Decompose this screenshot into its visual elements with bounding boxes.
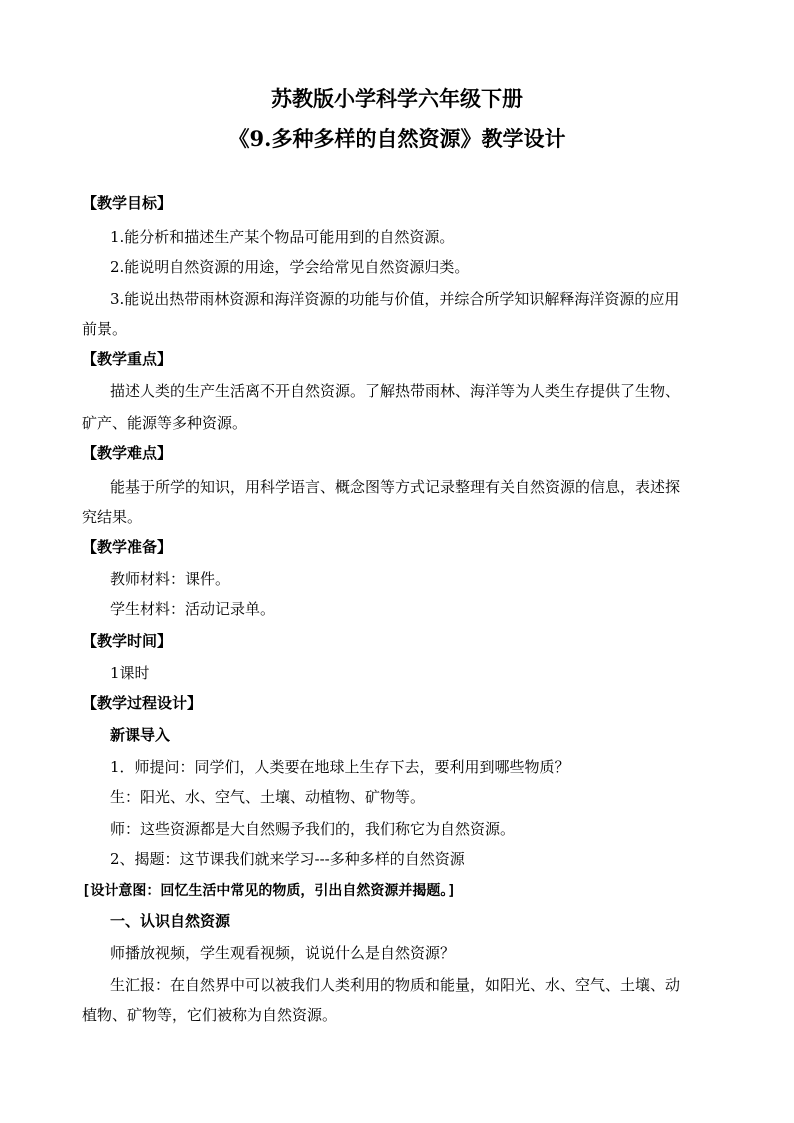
part1-video: 师播放视频，学生观看视频，说说什么是自然资源？ (110, 944, 456, 962)
intro-answer-1: 生：阳光、水、空气、土壤、动植物、矿物等。 (110, 788, 426, 806)
process-heading: 【教学过程设计】 (82, 694, 203, 712)
objectives-heading: 【教学目标】 (82, 194, 173, 212)
design-intent-note: [设计意图：回忆生活中常见的物质，引出自然资源并揭题。] (82, 883, 456, 899)
key-points-line1: 描述人类的生产生活离不开自然资源。了解热带雨林、海洋等为人类生存提供了生物、 (110, 382, 681, 400)
intro-heading: 新课导入 (110, 726, 171, 744)
key-points-heading: 【教学重点】 (82, 350, 173, 368)
objective-item-2: 2.能说明自然资源的用途，学会给常见自然资源归类。 (110, 258, 470, 276)
intro-question-1: 1．师提问：同学们，人类要在地球上生存下去，要利用到哪些物质？ (110, 758, 570, 776)
doc-title-line2: 《9.多种多样的自然资源》教学设计 (228, 126, 566, 151)
difficulties-line2: 究结果。 (82, 508, 143, 526)
preparation-student: 学生材料：活动记录单。 (110, 600, 276, 618)
part1-report-line2: 植物、矿物等，它们被称为自然资源。 (82, 1006, 338, 1024)
difficulties-heading: 【教学难点】 (82, 444, 173, 462)
time-value: 1课时 (110, 664, 150, 682)
objective-item-1: 1.能分析和描述生产某个物品可能用到的自然资源。 (110, 228, 455, 246)
intro-reveal: 2、揭题：这节课我们就来学习---多种多样的自然资源 (110, 850, 465, 868)
preparation-heading: 【教学准备】 (82, 538, 173, 556)
preparation-teacher: 教师材料：课件。 (110, 570, 231, 588)
objective-item-3-line1: 3.能说出热带雨林资源和海洋资源的功能与价值，并综合所学知识解释海洋资源的应用 (110, 290, 680, 308)
time-heading: 【教学时间】 (82, 632, 173, 650)
part1-report-line1: 生汇报：在自然界中可以被我们人类利用的物质和能量，如阳光、水、空气、土壤、动 (110, 976, 681, 994)
difficulties-line1: 能基于所学的知识，用科学语言、概念图等方式记录整理有关自然资源的信息，表述探 (110, 478, 681, 496)
intro-teacher-1: 师：这些资源都是大自然赐予我们的，我们称它为自然资源。 (110, 820, 516, 838)
key-points-line2: 矿产、能源等多种资源。 (82, 414, 248, 432)
part1-heading: 一、认识自然资源 (110, 912, 231, 930)
doc-title-line1: 苏教版小学科学六年级下册 (271, 86, 523, 111)
objective-item-3-line2: 前景。 (82, 320, 128, 338)
